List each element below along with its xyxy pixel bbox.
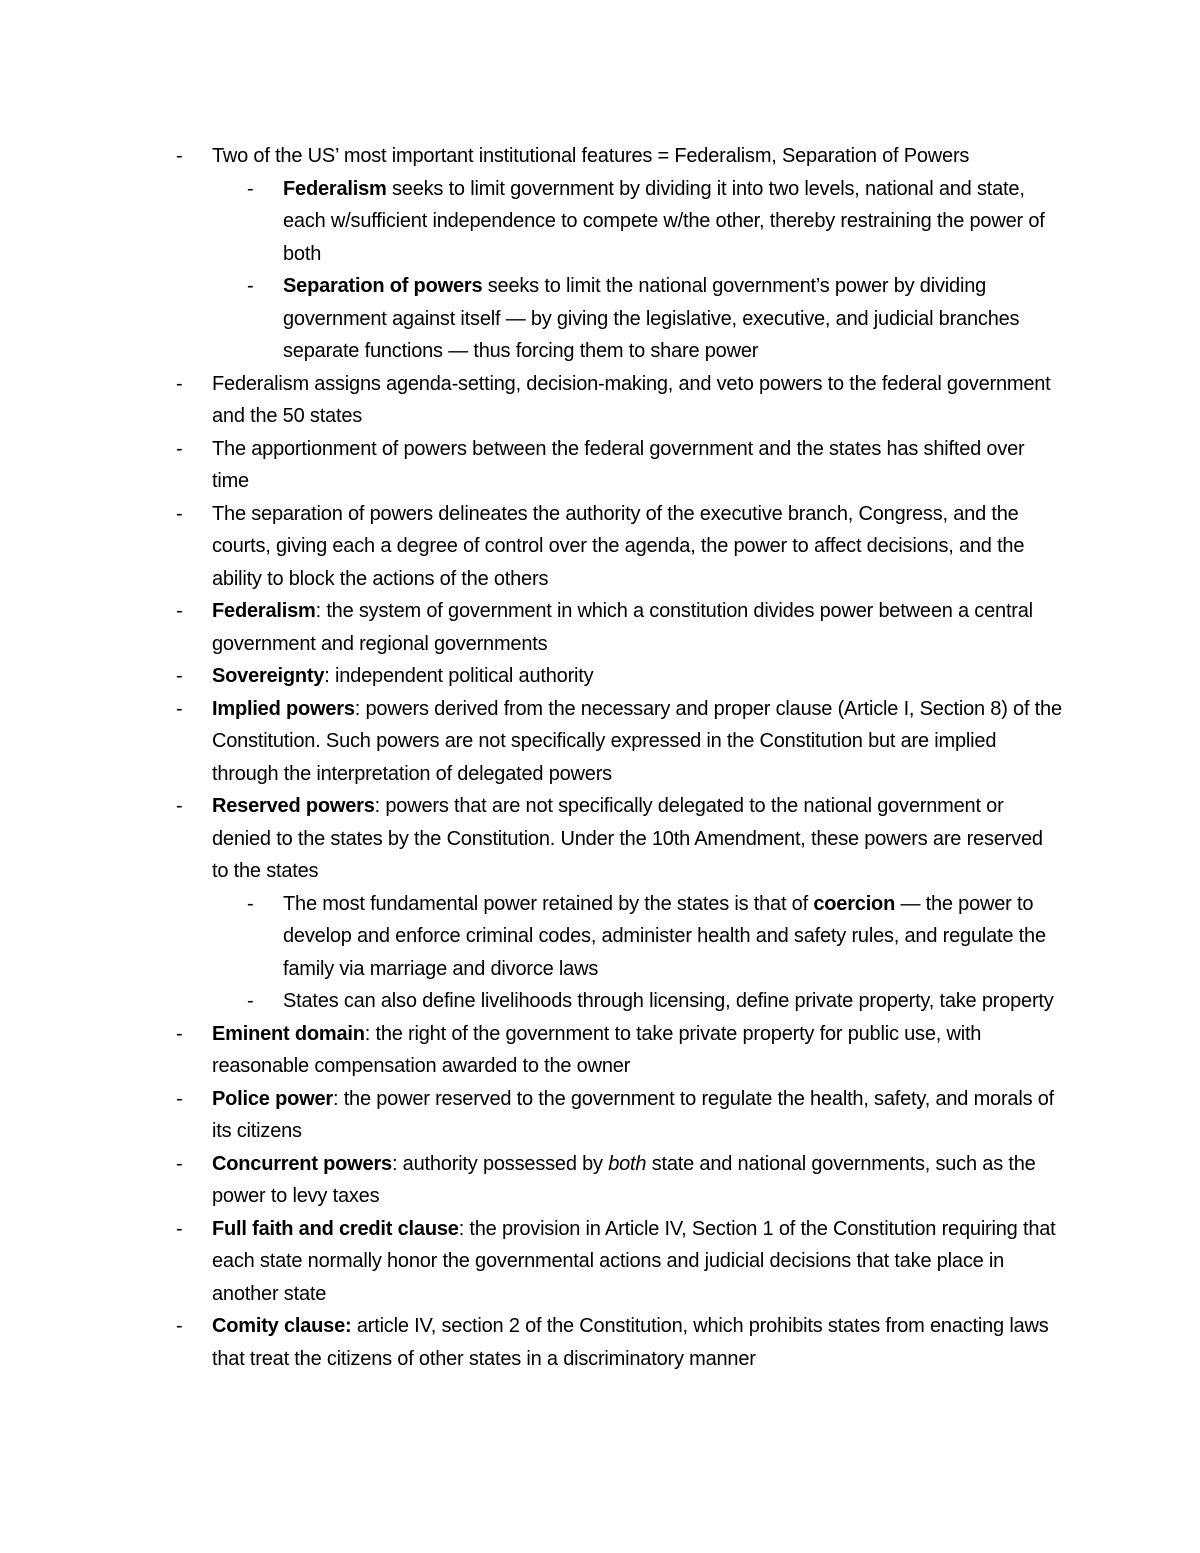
body-text: : the system of government in which a constitution divides power between a central government and regional governments [212, 600, 1033, 655]
bullet-dash: - [176, 1087, 183, 1110]
body-text: Federalism assigns agenda-setting, decision-making, and veto powers to the federal government and the 50 states [212, 372, 1051, 427]
term-label: coercion [813, 892, 896, 915]
term-label: Full faith and credit clause [212, 1217, 459, 1240]
body-text: The apportionment of powers between the federal government and the states has shifted over time [212, 437, 1025, 492]
bullet-dash: - [176, 1152, 183, 1175]
bullet-dash: - [176, 437, 183, 460]
body-text: : the right of the government to take private property for public use, with reasonable compensation awarded to the owner [212, 1022, 982, 1077]
body-text: : independent political authority [324, 665, 594, 687]
body-text: The separation of powers delineates the authority of the executive branch, Congress, and the courts, giving each a degree of control over the agenda, the power to affect decisions, and the ability to block the actions of the others [212, 502, 1025, 590]
bullet-text [283, 990, 1054, 1012]
bullet-text [212, 1023, 981, 1078]
bullet-item [0, 140, 1064, 173]
bullet-dash: - [176, 665, 183, 687]
bullet-item [0, 498, 1064, 596]
bullet-text [283, 893, 1046, 980]
body-text: : the power reserved to the government to regulate the health, safety, and morals of its citizens [212, 1087, 1055, 1142]
body-text: Two of the US’ most important institutional features = Federalism, Separation of Powers [212, 145, 970, 167]
bullet-text [212, 698, 1062, 785]
term-label: Federalism [212, 600, 316, 622]
sub-bullet-item [0, 985, 1064, 1018]
term-label: Separation of powers [283, 275, 483, 297]
bullet-dash: - [176, 1315, 183, 1337]
bullet-dash: - [247, 275, 254, 297]
bullet-dash: - [176, 1022, 183, 1045]
bullet-dash: - [176, 1217, 183, 1240]
bullet-dash: - [247, 990, 254, 1012]
term-label: Implied powers [212, 697, 355, 720]
bullet-text [212, 665, 593, 687]
body-text: : the provision in Article IV, Section 1 of the Constitution requiring that each state normally honor the governmental actions and judicial decisions that take place in another state [212, 1217, 1056, 1305]
body-text: seeks to limit government by dividing it into two levels, national and state, each w/sufficient independence to compete w/the other, thereby restraining the power of both [283, 177, 1045, 265]
bullet-text [212, 373, 1051, 428]
bullet-item [0, 1018, 1064, 1083]
bullet-dash: - [176, 372, 183, 395]
bullet-item [0, 1148, 1064, 1213]
bullet-item [0, 1213, 1064, 1311]
bullet-dash: - [176, 600, 183, 622]
notes-list [0, 140, 1200, 1375]
bullet-item [0, 660, 1064, 693]
sub-bullet-item [0, 888, 1064, 986]
bullet-item [0, 1310, 1064, 1375]
sub-bullet-item [0, 173, 1064, 271]
body-text: : authority possessed by [391, 1152, 609, 1175]
body-text: article IV, section 2 of the Constitution, which prohibits states from enacting laws that treat the citizens of other states in a discriminatory manner [212, 1315, 1049, 1370]
body-text: state and national governments, such as the power to levy taxes [212, 1152, 1036, 1207]
body-text: The most fundamental power retained by the states is that of [283, 892, 814, 915]
term-label: Comity clause: [212, 1315, 352, 1337]
bullet-text [212, 1088, 1054, 1143]
body-text: States can also define livelihoods through licensing, define private property, take property [283, 990, 1054, 1012]
body-text: — the power to develop and enforce criminal codes, administer health and safety rules, and regulate the family via marriage and divorce laws [283, 892, 1046, 980]
bullet-item [0, 790, 1064, 888]
term-label: Police power [212, 1087, 333, 1110]
emphasis-text: both [608, 1152, 647, 1175]
bullet-item [0, 368, 1064, 433]
bullet-text [212, 503, 1024, 590]
bullet-text [212, 1153, 1036, 1208]
bullet-text [212, 795, 1043, 882]
bullet-text [212, 145, 969, 167]
bullet-text [283, 178, 1045, 265]
bullet-dash: - [247, 892, 254, 915]
term-label: Reserved powers [212, 795, 375, 817]
term-label: Sovereignty [212, 665, 325, 687]
bullet-text [212, 438, 1025, 493]
bullet-dash: - [176, 795, 183, 817]
bullet-text [212, 1315, 1049, 1370]
body-text: seeks to limit the national government’s power by dividing government against itself — by giving the legislative, executive, and judicial branches separate functions — thus forcing them to share power [283, 275, 1020, 362]
body-text: : powers derived from the necessary and proper clause (Article I, Section 8) of the Constitution. Such powers are not specifically expressed in the Constitution but are implied through the interpretation of delegated powers [212, 697, 1062, 785]
bullet-dash: - [176, 145, 183, 167]
bullet-item [0, 1083, 1064, 1148]
bullet-item [0, 595, 1064, 660]
bullet-text [212, 1218, 1056, 1305]
body-text: : powers that are not specifically delegated to the national government or denied to the states by the Constitution. Under the 10th Amendment, these powers are reserved to the states [212, 795, 1043, 882]
bullet-item [0, 693, 1064, 791]
bullet-text [283, 275, 1019, 362]
sub-bullet-item [0, 270, 1064, 368]
bullet-text [212, 600, 1033, 655]
bullet-dash: - [176, 502, 183, 525]
term-label: Federalism [283, 177, 387, 200]
bullet-item [0, 433, 1064, 498]
bullet-dash: - [176, 697, 183, 720]
bullet-dash: - [247, 177, 254, 200]
term-label: Eminent domain [212, 1022, 365, 1045]
term-label: Concurrent powers [212, 1152, 392, 1175]
